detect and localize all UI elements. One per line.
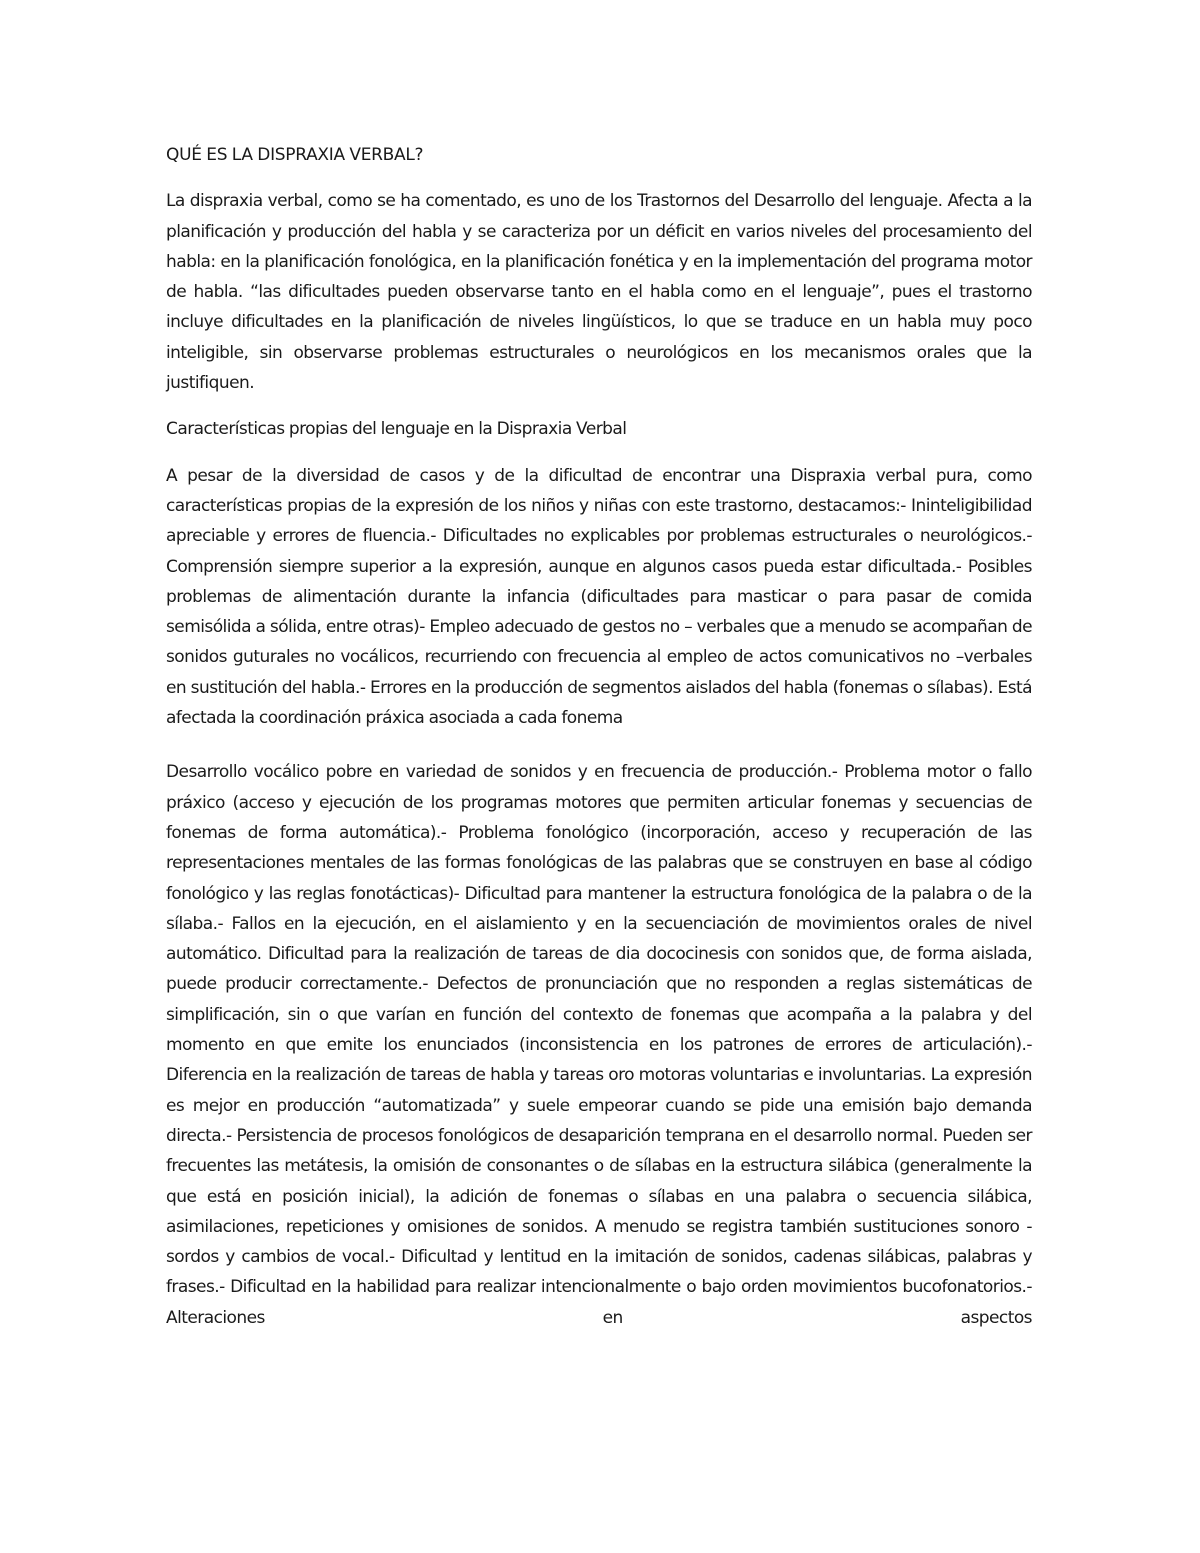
paragraph-definition: La dispraxia verbal, como se ha comentado, es uno de los Trastornos del Desarrollo del lenguaje. Afecta a la planificación y producción del habla y se caracteriza por un déficit en varios niveles del procesamiento del habla: en la planificación fonológica, en la planificación fonética y en la implementación del programa motor de habla. “las dificultades pueden observarse tanto en el habla como en el lenguaje”, pues el trastorno incluye dificultades en la planificación de niveles lingüísticos, lo que se traduce en un habla muy poco inteligible, sin observarse problemas estructurales o neurológicos en los mecanismos orales que la justifiquen. bbox=[166, 191, 1032, 394]
paragraph-development: Desarrollo vocálico pobre en variedad de sonidos y en frecuencia de producción.- Problema motor o fallo práxico (acceso y ejecución de los programas motores que permiten articular fonemas y secuencias de fonemas de forma automática).- Problema fonológico (incorporación, acceso y recuperación de las representaciones mentales de las formas fonológicas de las palabras que se construyen en base al código fonológico y las reglas fonotácticas)- Dificultad para mantener la estructura fonológica de la palabra o de la sílaba.- Fallos en la ejecución, en el aislamiento y en la secuenciación de movimientos orales de nivel automático. Dificultad para la realización de tareas de dia dococinesis con sonidos que, de forma aislada, puede producir correctamente.- Defectos de pronunciación que no responden a reglas sistemáticas de simplificación, sin o que varían en función del contexto de fonemas que acompaña a la palabra y del momento en que emite los enunciados (inconsistencia en los patrones de errores de articulación).- Diferencia en la realización de tareas de habla y tareas oro motoras voluntarias e involuntarias. La expresión es mejor en producción “automatizada” y suele empeorar cuando se pide una emisión bajo demanda directa.- Persistencia de procesos fonológicos de desaparición temprana en el desarrollo normal. Pueden ser frecuentes las metátesis, la omisión de consonantes o de sílabas en la estructura silábica (generalmente la que está en posición inicial), la adición de fonemas o sílabas en una palabra o secuencia silábica, asimilaciones, repeticiones y omisiones de sonidos. A menudo se registra también sustituciones sonoro - sordos y cambios de vocal.- Dificultad y lentitud en la imitación de sonidos, cadenas silábicas, palabras y frases.- Dificultad en la habilidad para realizar intencionalmente o bajo orden movimientos bucofonatorios.- Alteraciones en aspectos bbox=[166, 762, 1032, 1328]
section-subheading: Características propias del lenguaje en la Dispraxia Verbal bbox=[166, 419, 627, 440]
document-body bbox=[166, 140, 1032, 1333]
paragraph-characteristics: A pesar de la diversidad de casos y de la dificultad de encontrar una Dispraxia verbal pura, como características propias de la expresión de los niños y niñas con este trastorno, destacamos:- Ininteligibilidad apreciable y errores de fluencia.- Dificultades no explicables por problemas estructurales o neurológicos.- Comprensión siempre superior a la expresión, aunque en algunos casos pueda estar dificultada.- Posibles problemas de alimentación durante la infancia (dificultades para masticar o para pasar de comida semisólida a sólida, entre otras)- Empleo adecuado de gestos no – verbales que a menudo se acompañan de sonidos guturales no vocálicos, recurriendo con frecuencia al empleo de actos comunicativos no –verbales en sustitución del habla.- Errores en la producción de segmentos aislados del habla (fonemas o sílabas). Está afectada la coordinación práxica asociada a cada fonema bbox=[166, 465, 1032, 729]
document-title: QUÉ ES LA DISPRAXIA VERBAL? bbox=[166, 145, 424, 165]
